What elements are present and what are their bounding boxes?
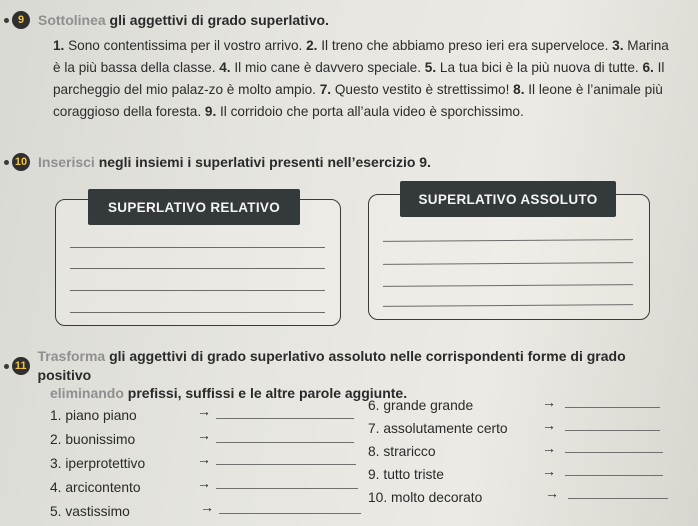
answer-line[interactable] bbox=[568, 498, 668, 499]
exercise-11-instruction: 11 Trasforma gli aggettivi di grado superlativo assoluto nelle corrispondenti forme di grado positivo eliminando prefissi, suffissi e le altre parole aggiunte. bbox=[50, 347, 670, 403]
word-item: 10. molto decorato bbox=[368, 490, 483, 505]
sentence[interactable]: 3. Marina è la più bassa della classe. bbox=[53, 38, 669, 75]
arrow-right-icon: → bbox=[542, 394, 556, 410]
word-item: 6. grande grande bbox=[368, 398, 474, 413]
bullet-dot-icon bbox=[4, 18, 9, 23]
answer-line[interactable] bbox=[216, 464, 356, 465]
bullet-dot-icon bbox=[4, 160, 9, 165]
sentence[interactable]: 9. Il corridoio che porta all’aula video è sporchissimo. bbox=[204, 104, 524, 119]
sentence[interactable]: 1. Sono contentissima per il vostro arrivo. bbox=[53, 38, 307, 53]
answer-line[interactable] bbox=[565, 430, 660, 431]
word-item: 4. arcicontento bbox=[50, 480, 141, 495]
answer-line[interactable] bbox=[70, 268, 325, 269]
word-item: 8. straricco bbox=[368, 444, 436, 459]
answer-line[interactable] bbox=[565, 407, 660, 408]
exercise-10-header bbox=[4, 153, 431, 171]
sentence[interactable]: 4. Il mio cane è davvero speciale. bbox=[219, 60, 425, 75]
arrow-right-icon: → bbox=[197, 427, 211, 443]
exercise-9-sentences bbox=[53, 35, 671, 123]
answer-line[interactable] bbox=[70, 290, 325, 291]
word-item: 3. iperprotettivo bbox=[50, 456, 146, 471]
absolute-superlative-title: SUPERLATIVO ASSOLUTO bbox=[400, 181, 616, 217]
arrow-right-icon: → bbox=[542, 440, 556, 456]
exercise-10-instruction: Inserisci negli insiemi i superlativi presenti nell’esercizio 9. bbox=[38, 154, 431, 170]
exercise-9-header bbox=[4, 11, 329, 29]
arrow-right-icon: → bbox=[197, 451, 211, 467]
exercise-number-badge: 9 bbox=[12, 11, 30, 29]
word-item: 7. assolutamente certo bbox=[368, 421, 508, 436]
answer-line[interactable] bbox=[216, 488, 358, 489]
arrow-right-icon: → bbox=[542, 463, 556, 479]
answer-line[interactable] bbox=[219, 513, 361, 514]
arrow-right-icon: → bbox=[197, 403, 211, 419]
word-item: 5. vastissimo bbox=[50, 504, 130, 519]
answer-line[interactable] bbox=[565, 452, 663, 453]
arrow-right-icon: → bbox=[542, 417, 556, 433]
arrow-right-icon: → bbox=[197, 475, 211, 491]
arrow-right-icon: → bbox=[545, 485, 559, 501]
sentence[interactable]: 5. La tua bici è la più nuova di tutte. bbox=[424, 60, 643, 75]
word-item: 2. buonissimo bbox=[50, 432, 136, 447]
answer-line[interactable] bbox=[70, 247, 325, 248]
exercise-number-badge: 10 bbox=[12, 153, 30, 171]
sentence[interactable]: 8. Il leone è l’animale più coraggioso della foresta. bbox=[53, 82, 663, 119]
word-item: 9. tutto triste bbox=[368, 467, 444, 482]
relative-superlative-title: SUPERLATIVO RELATIVO bbox=[88, 189, 300, 225]
sentence[interactable]: 2. Il treno che abbiamo preso ieri era superveloce. bbox=[306, 38, 613, 53]
arrow-right-icon: → bbox=[200, 499, 214, 515]
exercise-9-instruction: Sottolinea gli aggettivi di grado superlativo. bbox=[38, 12, 329, 28]
sentence[interactable]: 7. Questo vestito è strettissimo! bbox=[319, 82, 514, 97]
answer-line[interactable] bbox=[216, 442, 354, 443]
answer-line[interactable] bbox=[565, 475, 663, 476]
answer-line[interactable] bbox=[216, 418, 354, 419]
answer-line[interactable] bbox=[70, 312, 325, 313]
bullet-dot-icon bbox=[4, 364, 9, 369]
exercise-number-badge: 11 bbox=[12, 357, 30, 375]
word-item: 1. piano piano bbox=[50, 408, 137, 423]
sentence[interactable]: 6. Il parcheggio del mio palaz-zo è molto ampio. bbox=[53, 60, 665, 97]
